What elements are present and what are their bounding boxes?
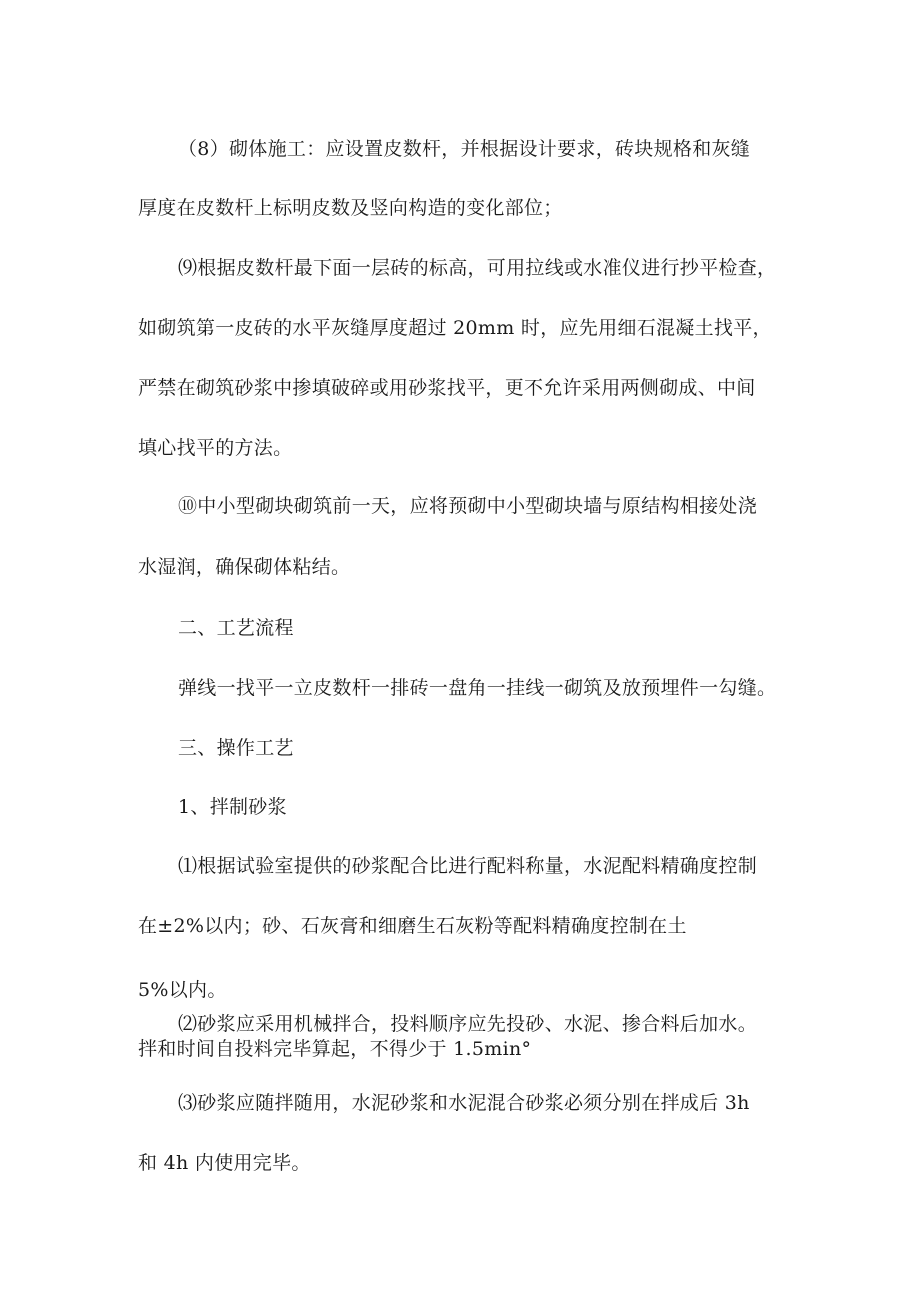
paragraph-line: ⑩中小型砌块砌筑前一天，应将预砌中小型砌块墙与原结构相接处浇 — [178, 495, 758, 517]
paragraph-line: 拌和时间自投料完毕算起，不得少于 1.5min° — [138, 1038, 532, 1060]
paragraph-line: 和 4h 内使用完毕。 — [138, 1152, 311, 1174]
paragraph-line: （8）砌体施工：应设置皮数杆，并根据设计要求，砖块规格和灰缝 — [178, 138, 751, 160]
paragraph-line: 如砌筑第一皮砖的水平灰缝厚度超过 20mm 时，应先用细石混凝土找平， — [138, 317, 772, 339]
paragraph-line: 弹线一找平一立皮数杆一排砖一盘角一挂线一砌筑及放预埋件一勾缝。 — [178, 677, 777, 699]
paragraph-line: ⑶砂浆应随拌随用，水泥砂浆和水泥混合砂浆必须分别在拌成后 3h — [178, 1092, 750, 1114]
paragraph-line: 水湿润，确保砌体粘结。 — [138, 556, 351, 578]
paragraph-line: 在±2%以内；砂、石灰膏和细磨生石灰粉等配料精确度控制在土 — [138, 915, 687, 937]
paragraph-line: 填心找平的方法。 — [138, 437, 293, 459]
subsection-heading: 1、拌制砂浆 — [178, 796, 287, 818]
paragraph-line: 严禁在砌筑砂浆中掺填破碎或用砂浆找平，更不允许采用两侧砌成、中间 — [138, 377, 756, 399]
paragraph-line: 5%以内。 — [138, 979, 227, 1001]
paragraph-line: ⑼根据皮数杆最下面一层砖的标高，可用拉线或水准仪进行抄平检查， — [178, 257, 777, 279]
paragraph-line: ⑵砂浆应采用机械拌合，投料顺序应先投砂、水泥、掺合料后加水。 — [178, 1013, 758, 1035]
paragraph-line: 厚度在皮数杆上标明皮数及竖向构造的变化部位； — [138, 197, 563, 219]
section-heading: 二、工艺流程 — [178, 617, 294, 639]
section-heading: 三、操作工艺 — [178, 737, 294, 759]
paragraph-line: ⑴根据试验室提供的砂浆配合比进行配料称量，水泥配料精确度控制 — [178, 855, 758, 877]
